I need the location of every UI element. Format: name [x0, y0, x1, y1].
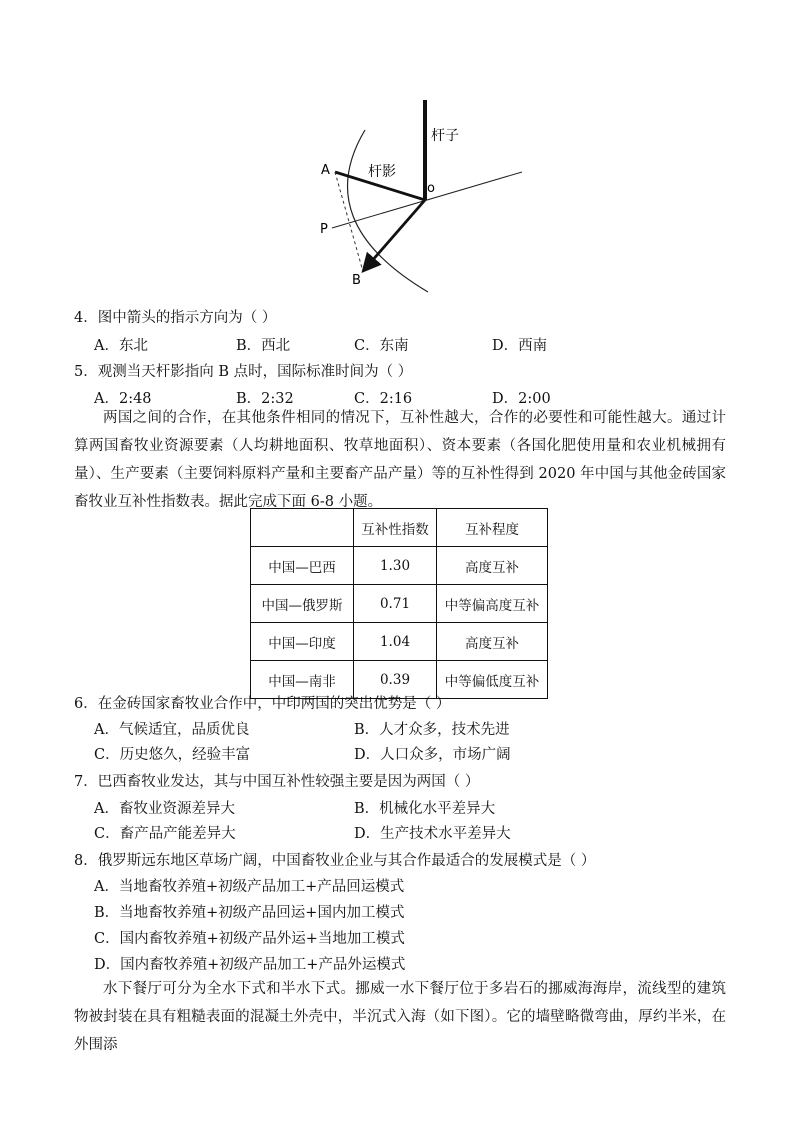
q7-option-a[interactable]: A．畜牧业资源差异大: [94, 801, 235, 817]
arrow-ob: [364, 200, 425, 270]
table-cell: 1.30: [354, 547, 437, 585]
table-header-cell: 互补性指数: [354, 509, 437, 547]
table-row: [251, 623, 548, 661]
table-header-cell: 互补程度: [437, 509, 548, 547]
q4-option-c[interactable]: C．东南: [354, 338, 409, 354]
table-cell: 中等偏低度互补: [437, 661, 548, 699]
q8-option-c[interactable]: C．国内畜牧养殖+初级产品外运+当地加工模式: [94, 931, 405, 947]
q5-option-c[interactable]: C．2:16: [354, 391, 413, 407]
point-a-label: A: [321, 163, 330, 178]
table-row: [251, 585, 548, 623]
table-cell: 中等偏高度互补: [437, 585, 548, 623]
table-cell: 高度互补: [437, 547, 548, 585]
q4-option-b[interactable]: B．西北: [236, 338, 291, 354]
pole-label: 杆子: [431, 128, 459, 144]
q4-option-a[interactable]: A．东北: [94, 338, 148, 354]
q4-option-d[interactable]: D．西南: [492, 338, 548, 354]
table-cell: 中国—印度: [251, 623, 354, 661]
table-row: [251, 547, 548, 585]
passage-underwater-restaurant: 水下餐厅可分为全水下式和半水下式。挪威一水下餐厅位于多岩石的挪威海海岸，流线型的建筑物被封装在具有粗糙表面的混凝土外壳中，半沉式入海（如下图）。它的墙壁略微弯曲，厚约半米，在外围添: [74, 981, 726, 1053]
q6-option-a[interactable]: A．气候适宜，品质优良: [94, 722, 250, 738]
table-cell: 1.04: [354, 623, 437, 661]
table-cell: 中国—巴西: [251, 547, 354, 585]
point-p-label: P: [320, 222, 328, 237]
q4-stem: 4．图中箭头的指示方向为（ ）: [74, 310, 277, 326]
q5-option-d[interactable]: D．2:00: [492, 391, 551, 407]
q6-option-d[interactable]: D．人口众多，市场广阔: [354, 747, 511, 763]
complementarity-table: [250, 508, 548, 699]
q8-stem: 8．俄罗斯远东地区草场广阔，中国畜牧业企业与其合作最适合的发展模式是（ ）: [74, 853, 596, 869]
q5-option-b[interactable]: B．2:32: [236, 391, 294, 407]
point-o-label: o: [427, 181, 435, 196]
q7-stem: 7．巴西畜牧业发达，其与中国互补性较强主要是因为两国（ ）: [74, 774, 480, 790]
q7-option-c[interactable]: C．畜产品产能差异大: [94, 826, 236, 842]
table-cell: 中国—俄罗斯: [251, 585, 354, 623]
q8-option-b[interactable]: B．当地畜牧养殖+初级产品回运+国内加工模式: [94, 905, 405, 921]
q7-option-d[interactable]: D．生产技术水平差异大: [354, 826, 511, 842]
table-header-cell: [251, 509, 354, 547]
table-cell: 0.39: [354, 661, 437, 699]
q5-option-a[interactable]: A．2:48: [94, 391, 152, 407]
q6-option-b[interactable]: B．人才众多，技术先进: [354, 722, 510, 738]
shadow-label: 杆影: [368, 164, 396, 180]
q5-stem: 5．观测当天杆影指向 B 点时，国际标准时间为（ ）: [74, 364, 413, 380]
table-header-row: [251, 509, 548, 547]
passage-brics-livestock: 两国之间的合作，在其他条件相同的情况下，互补性越大，合作的必要性和可能性越大。通过计算两国畜牧业资源要素（人均耕地面积、牧草地面积）、资本要素（各国化肥使用量和农业机械拥有量）、生产要素（主要饲料原料产量和主要畜产品产量）等的互补性得到 2020 年中国与其他金砖国家畜牧业互补性指数表。据此完成下面 6-8 小题。: [74, 410, 726, 510]
q6-option-c[interactable]: C．历史悠久，经验丰富: [94, 747, 251, 763]
q7-option-b[interactable]: B．机械化水平差异大: [354, 801, 496, 817]
q8-option-d[interactable]: D．国内畜牧养殖+初级产品加工+产品外运模式: [94, 957, 406, 973]
table-cell: 高度互补: [437, 623, 548, 661]
pole-shadow-diagram: [310, 92, 540, 302]
q8-option-a[interactable]: A．当地畜牧养殖+初级产品加工+产品回运模式: [94, 879, 405, 895]
table-cell: 0.71: [354, 585, 437, 623]
table-cell: 中国—南非: [251, 661, 354, 699]
q6-stem: 6．在金砖国家畜牧业合作中，中印两国的突出优势是（ ）: [74, 696, 451, 712]
point-b-label: B: [352, 273, 361, 288]
